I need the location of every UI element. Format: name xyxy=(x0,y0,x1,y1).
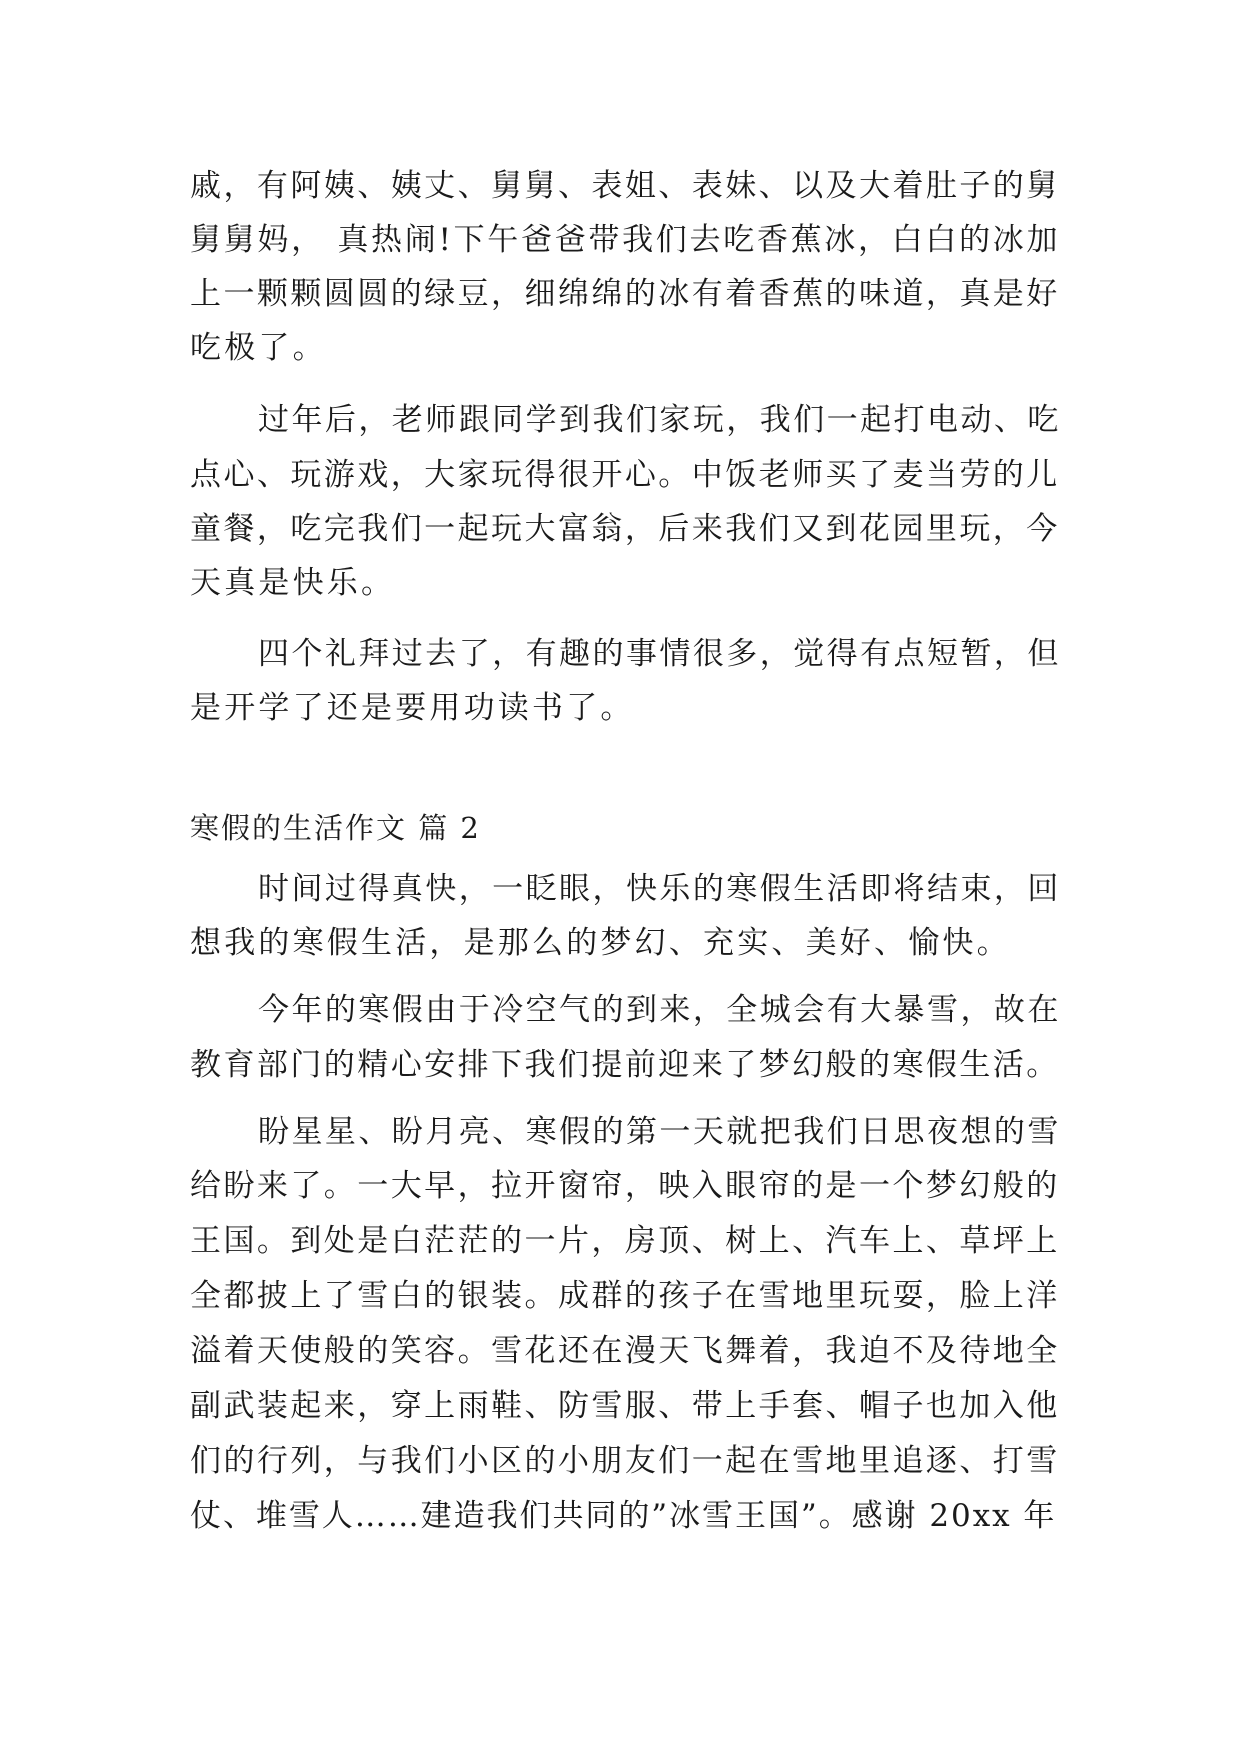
text-line: 戚，有阿姨、姨丈、舅舅、表姐、表妹、以及大着肚子的舅 xyxy=(190,168,1060,204)
text-line: 是开学了还是要用功读书了。 xyxy=(190,690,635,726)
text-line: 溢着天使般的笑容。雪花还在漫天飞舞着，我迫不及待地全 xyxy=(190,1333,1060,1369)
section-heading: 寒假的生活作文 篇 2 xyxy=(190,811,481,845)
text-line: 点心、玩游戏，大家玩得很开心。中饭老师买了麦当劳的儿 xyxy=(190,457,1060,493)
text-line: 时间过得真快，一眨眼，快乐的寒假生活即将结束，回 xyxy=(258,871,1061,907)
text-line: 给盼来了。一大早，拉开窗帘，映入眼帘的是一个梦幻般的 xyxy=(190,1168,1060,1204)
text-line: 教育部门的精心安排下我们提前迎来了梦幻般的寒假生活。 xyxy=(190,1047,1060,1083)
text-line: 今年的寒假由于冷空气的到来，全城会有大暴雪，故在 xyxy=(258,992,1061,1028)
text-line: 舅舅妈， 真热闹!下午爸爸带我们去吃香蕉冰，白白的冰加 xyxy=(190,222,1061,258)
text-line: 仗、堆雪人……建造我们共同的”冰雪王国”。感谢 20xx 年 xyxy=(190,1498,1057,1534)
text-line: 们的行列，与我们小区的小朋友们一起在雪地里追逐、打雪 xyxy=(190,1443,1060,1479)
text-line: 盼星星、盼月亮、寒假的第一天就把我们日思夜想的雪 xyxy=(258,1114,1061,1150)
text-line: 王国。到处是白茫茫的一片，房顶、树上、汽车上、草坪上 xyxy=(190,1223,1060,1259)
text-line: 全都披上了雪白的银装。成群的孩子在雪地里玩耍，脸上洋 xyxy=(190,1278,1060,1314)
text-line: 吃极了。 xyxy=(190,330,327,366)
text-line: 上一颗颗圆圆的绿豆，细绵绵的冰有着香蕉的味道，真是好 xyxy=(190,276,1060,312)
text-line: 过年后，老师跟同学到我们家玩，我们一起打电动、吃 xyxy=(258,402,1061,438)
text-line: 副武装起来，穿上雨鞋、防雪服、带上手套、帽子也加入他 xyxy=(190,1388,1060,1424)
text-line: 童餐，吃完我们一起玩大富翁，后来我们又到花园里玩，今 xyxy=(190,511,1060,547)
text-line: 天真是快乐。 xyxy=(190,565,396,601)
text-line: 四个礼拜过去了，有趣的事情很多，觉得有点短暂，但 xyxy=(258,636,1061,672)
text-line: 想我的寒假生活，是那么的梦幻、充实、美好、愉快。 xyxy=(190,925,1011,961)
